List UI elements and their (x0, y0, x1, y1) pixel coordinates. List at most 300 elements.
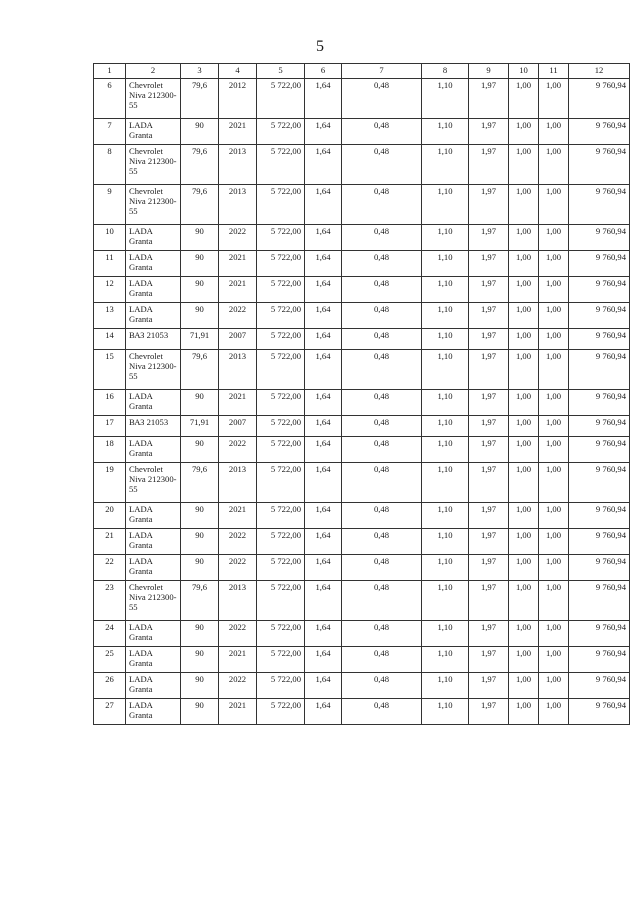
table-cell: 0,48 (342, 350, 422, 390)
table-cell: 1,64 (305, 329, 342, 350)
table-cell: 2021 (219, 251, 257, 277)
table-cell: 0,48 (342, 251, 422, 277)
table-cell: 1,00 (509, 185, 539, 225)
table-cell: 71,91 (181, 416, 219, 437)
table-cell: 9 760,94 (569, 303, 630, 329)
table-cell: 2013 (219, 463, 257, 503)
table-cell: 0,48 (342, 185, 422, 225)
table-cell: 1,97 (469, 581, 509, 621)
table-cell: 5 722,00 (257, 647, 305, 673)
table-cell: 1,64 (305, 79, 342, 119)
table-cell: 9 760,94 (569, 503, 630, 529)
table-cell: 1,97 (469, 225, 509, 251)
table-cell: 1,64 (305, 390, 342, 416)
table-row (94, 463, 630, 503)
table-cell: 0,48 (342, 621, 422, 647)
table-cell: 0,48 (342, 303, 422, 329)
table-cell: 1,00 (539, 699, 569, 725)
table-cell: 90 (181, 277, 219, 303)
table-cell: 26 (94, 673, 126, 699)
table-cell: Chevrolet Niva 212300-55 (126, 581, 181, 621)
table-cell: 1,10 (422, 647, 469, 673)
table-cell: 1,97 (469, 647, 509, 673)
table-cell: LADA Granta (126, 437, 181, 463)
table-cell: 1,00 (539, 529, 569, 555)
table-cell: 1,00 (509, 303, 539, 329)
table-cell: 1,64 (305, 555, 342, 581)
table-cell: 5 722,00 (257, 350, 305, 390)
table-cell: 1,97 (469, 699, 509, 725)
table-cell: 1,97 (469, 350, 509, 390)
table-cell: 9 760,94 (569, 145, 630, 185)
vehicle-cost-table (93, 63, 630, 725)
table-cell: 0,48 (342, 119, 422, 145)
table-cell: 1,10 (422, 277, 469, 303)
table-cell: 79,6 (181, 581, 219, 621)
table-cell: 27 (94, 699, 126, 725)
table-cell: 1,64 (305, 647, 342, 673)
table-cell: 79,6 (181, 145, 219, 185)
table-cell: 90 (181, 647, 219, 673)
table-cell: LADA Granta (126, 647, 181, 673)
table-row (94, 529, 630, 555)
table-cell: 1,00 (509, 437, 539, 463)
table-cell: 2022 (219, 621, 257, 647)
table-cell: 1,97 (469, 79, 509, 119)
table-row (94, 581, 630, 621)
table-cell: 0,48 (342, 225, 422, 251)
table-cell: 2022 (219, 303, 257, 329)
table-cell: 2021 (219, 647, 257, 673)
table-cell: 1,10 (422, 225, 469, 251)
table-cell: 1,97 (469, 503, 509, 529)
table-cell: 5 722,00 (257, 503, 305, 529)
table-cell: 1,00 (509, 416, 539, 437)
table-cell: LADA Granta (126, 699, 181, 725)
table-cell: 1,64 (305, 277, 342, 303)
table-cell: 90 (181, 251, 219, 277)
table-cell: 1,97 (469, 673, 509, 699)
table-cell: 1,97 (469, 555, 509, 581)
table-cell: 1,00 (539, 673, 569, 699)
table-cell: 5 722,00 (257, 303, 305, 329)
table-cell: 2021 (219, 390, 257, 416)
table-cell: 0,48 (342, 647, 422, 673)
table-row (94, 699, 630, 725)
table-cell: 0,48 (342, 329, 422, 350)
column-header: 7 (342, 64, 422, 79)
table-cell: 2013 (219, 145, 257, 185)
table-cell: 0,48 (342, 437, 422, 463)
table-cell: 0,48 (342, 555, 422, 581)
table-cell: 1,10 (422, 621, 469, 647)
table-cell: 2022 (219, 225, 257, 251)
table-cell: 90 (181, 119, 219, 145)
table-cell: 5 722,00 (257, 463, 305, 503)
table-cell: 1,00 (509, 503, 539, 529)
table-cell: 20 (94, 503, 126, 529)
table-cell: 1,00 (509, 145, 539, 185)
table-cell: Chevrolet Niva 212300-55 (126, 185, 181, 225)
table-cell: 1,97 (469, 416, 509, 437)
table-cell: 1,97 (469, 251, 509, 277)
table-cell: 15 (94, 350, 126, 390)
table-cell: 9 760,94 (569, 119, 630, 145)
table-cell: Chevrolet Niva 212300-55 (126, 145, 181, 185)
table-row (94, 185, 630, 225)
table-cell: 5 722,00 (257, 416, 305, 437)
table-cell: 9 760,94 (569, 463, 630, 503)
table-cell: 1,00 (539, 225, 569, 251)
header-row (94, 64, 630, 79)
table-row (94, 277, 630, 303)
table-cell: 1,64 (305, 251, 342, 277)
table-cell: 1,64 (305, 503, 342, 529)
table-cell: 1,97 (469, 529, 509, 555)
table-cell: 1,00 (509, 350, 539, 390)
table-cell: 2007 (219, 329, 257, 350)
table-cell: 9 760,94 (569, 621, 630, 647)
column-header: 4 (219, 64, 257, 79)
table-cell: 1,00 (539, 119, 569, 145)
table-cell: 1,00 (509, 529, 539, 555)
table-cell: 79,6 (181, 185, 219, 225)
table-cell: 5 722,00 (257, 529, 305, 555)
table-cell: 1,97 (469, 621, 509, 647)
table-cell: 5 722,00 (257, 390, 305, 416)
table-cell: 1,97 (469, 463, 509, 503)
table-cell: 1,10 (422, 145, 469, 185)
table-cell: 2021 (219, 699, 257, 725)
table-cell: 9 760,94 (569, 581, 630, 621)
table-cell: 1,00 (509, 699, 539, 725)
table-cell: 0,48 (342, 529, 422, 555)
table-cell: 9 760,94 (569, 225, 630, 251)
table-row (94, 437, 630, 463)
table-cell: 10 (94, 225, 126, 251)
table-cell: 9 760,94 (569, 555, 630, 581)
table-row (94, 79, 630, 119)
table-cell: 17 (94, 416, 126, 437)
table-row (94, 251, 630, 277)
table-cell: 5 722,00 (257, 225, 305, 251)
table-cell: 13 (94, 303, 126, 329)
table-cell: 1,00 (539, 647, 569, 673)
table-cell: 79,6 (181, 463, 219, 503)
table-cell: 1,00 (539, 277, 569, 303)
table-cell: 9 760,94 (569, 277, 630, 303)
table-cell: 1,00 (509, 251, 539, 277)
table-cell: 2022 (219, 529, 257, 555)
table-cell: 22 (94, 555, 126, 581)
table-cell: 9 760,94 (569, 699, 630, 725)
column-header: 1 (94, 64, 126, 79)
table-cell: 1,00 (509, 390, 539, 416)
table-cell: 79,6 (181, 79, 219, 119)
table-cell: 1,00 (539, 79, 569, 119)
table-cell: 9 760,94 (569, 673, 630, 699)
table-cell: 16 (94, 390, 126, 416)
table-cell: 1,00 (539, 350, 569, 390)
table-cell: 90 (181, 437, 219, 463)
table-cell: 1,00 (539, 437, 569, 463)
table-cell: 18 (94, 437, 126, 463)
table-cell: 5 722,00 (257, 581, 305, 621)
table-row (94, 119, 630, 145)
table-row (94, 329, 630, 350)
table-cell: 1,00 (539, 503, 569, 529)
table-cell: 9 760,94 (569, 647, 630, 673)
table-row (94, 416, 630, 437)
table-cell: 1,10 (422, 699, 469, 725)
table-cell: 9 760,94 (569, 350, 630, 390)
table-cell: 1,64 (305, 350, 342, 390)
table-cell: 1,10 (422, 350, 469, 390)
table-cell: 14 (94, 329, 126, 350)
table-cell: 9 760,94 (569, 390, 630, 416)
table-cell: LADA Granta (126, 119, 181, 145)
table-cell: 0,48 (342, 463, 422, 503)
table-cell: 9 760,94 (569, 79, 630, 119)
table-cell: 9 760,94 (569, 416, 630, 437)
column-header: 10 (509, 64, 539, 79)
table-cell: 1,10 (422, 673, 469, 699)
table-cell: 5 722,00 (257, 251, 305, 277)
table-cell: 5 722,00 (257, 329, 305, 350)
table-cell: 1,64 (305, 145, 342, 185)
table-cell: 0,48 (342, 699, 422, 725)
table-cell: 23 (94, 581, 126, 621)
table-cell: Chevrolet Niva 212300-55 (126, 79, 181, 119)
table-cell: 1,00 (509, 647, 539, 673)
table-cell: 0,48 (342, 277, 422, 303)
table-cell: 1,00 (539, 621, 569, 647)
table-cell: 24 (94, 621, 126, 647)
table-cell: 1,00 (509, 225, 539, 251)
table-cell: 5 722,00 (257, 277, 305, 303)
table-cell: 90 (181, 673, 219, 699)
table-cell: 90 (181, 503, 219, 529)
table-cell: 2013 (219, 350, 257, 390)
table-cell: 1,00 (509, 329, 539, 350)
table-cell: 1,00 (509, 555, 539, 581)
table-cell: 90 (181, 303, 219, 329)
table-cell: 0,48 (342, 79, 422, 119)
table-cell: 1,64 (305, 119, 342, 145)
table-cell: 1,00 (539, 390, 569, 416)
table-cell: 2022 (219, 437, 257, 463)
table-cell: LADA Granta (126, 390, 181, 416)
table-cell: 1,64 (305, 303, 342, 329)
table-cell: 79,6 (181, 350, 219, 390)
table-cell: 71,91 (181, 329, 219, 350)
table-cell: 1,97 (469, 390, 509, 416)
table-cell: 5 722,00 (257, 621, 305, 647)
column-header: 3 (181, 64, 219, 79)
table-cell: 11 (94, 251, 126, 277)
table-cell: 1,10 (422, 119, 469, 145)
table-cell: 2021 (219, 277, 257, 303)
table-cell: 9 760,94 (569, 437, 630, 463)
table-cell: 1,00 (539, 185, 569, 225)
column-header: 12 (569, 64, 630, 79)
column-header: 5 (257, 64, 305, 79)
table-cell: 1,64 (305, 225, 342, 251)
table-cell: LADA Granta (126, 277, 181, 303)
table-row (94, 390, 630, 416)
table-cell: 9 760,94 (569, 329, 630, 350)
table-cell: 2007 (219, 416, 257, 437)
table-cell: Chevrolet Niva 212300-55 (126, 463, 181, 503)
table-cell: 1,10 (422, 390, 469, 416)
column-header: 2 (126, 64, 181, 79)
column-header: 9 (469, 64, 509, 79)
table-cell: 1,10 (422, 463, 469, 503)
column-header: 6 (305, 64, 342, 79)
table-cell: 0,48 (342, 503, 422, 529)
table-cell: 1,64 (305, 673, 342, 699)
table-cell: 90 (181, 225, 219, 251)
table-cell: 19 (94, 463, 126, 503)
page-number: 5 (316, 38, 324, 55)
table-cell: 1,64 (305, 437, 342, 463)
table-row (94, 555, 630, 581)
table-cell: 2013 (219, 185, 257, 225)
table-cell: 1,10 (422, 529, 469, 555)
table-cell: 25 (94, 647, 126, 673)
table-cell: 1,00 (509, 277, 539, 303)
table-cell: 5 722,00 (257, 555, 305, 581)
table-cell: 9 760,94 (569, 251, 630, 277)
table-cell: LADA Granta (126, 621, 181, 647)
table-cell: ВАЗ 21053 (126, 416, 181, 437)
table-cell: 6 (94, 79, 126, 119)
table-cell: 1,64 (305, 529, 342, 555)
table-cell: 0,48 (342, 581, 422, 621)
table-cell: 9 (94, 185, 126, 225)
table-cell: 1,97 (469, 145, 509, 185)
table-cell: 1,97 (469, 303, 509, 329)
table-cell: ВАЗ 21053 (126, 329, 181, 350)
table-cell: 1,10 (422, 79, 469, 119)
table-cell: 9 760,94 (569, 185, 630, 225)
column-header: 8 (422, 64, 469, 79)
table-cell: 1,00 (539, 416, 569, 437)
table-cell: 90 (181, 699, 219, 725)
table-cell: 5 722,00 (257, 437, 305, 463)
table-row (94, 225, 630, 251)
table-cell: 9 760,94 (569, 529, 630, 555)
table-cell: 1,00 (509, 463, 539, 503)
table-cell: 1,00 (539, 251, 569, 277)
table-cell: 0,48 (342, 390, 422, 416)
table-cell: LADA Granta (126, 529, 181, 555)
table-cell: LADA Granta (126, 251, 181, 277)
table-cell: 1,97 (469, 437, 509, 463)
table-cell: LADA Granta (126, 673, 181, 699)
table-cell: 2012 (219, 79, 257, 119)
table-cell: 1,64 (305, 621, 342, 647)
table-cell: LADA Granta (126, 303, 181, 329)
table-cell: 8 (94, 145, 126, 185)
table-row (94, 145, 630, 185)
table-cell: 1,10 (422, 437, 469, 463)
table-cell: Chevrolet Niva 212300-55 (126, 350, 181, 390)
table-cell: 1,10 (422, 416, 469, 437)
table-cell: 1,00 (539, 303, 569, 329)
table-cell: 2021 (219, 503, 257, 529)
table-cell: 2013 (219, 581, 257, 621)
table-cell: 1,00 (539, 463, 569, 503)
table-cell: 90 (181, 555, 219, 581)
table-cell: 12 (94, 277, 126, 303)
table-cell: 90 (181, 390, 219, 416)
table-cell: 5 722,00 (257, 699, 305, 725)
table-cell: 1,00 (509, 673, 539, 699)
table-cell: 1,97 (469, 277, 509, 303)
column-header: 11 (539, 64, 569, 79)
table-row (94, 503, 630, 529)
table-cell: 1,10 (422, 329, 469, 350)
table-cell: 1,10 (422, 581, 469, 621)
table-cell: 1,64 (305, 463, 342, 503)
table-cell: 90 (181, 621, 219, 647)
table-cell: 1,00 (539, 555, 569, 581)
table-cell: 1,64 (305, 581, 342, 621)
table-cell: LADA Granta (126, 225, 181, 251)
table-cell: 21 (94, 529, 126, 555)
table-cell: 2022 (219, 555, 257, 581)
table-cell: 5 722,00 (257, 145, 305, 185)
table-row (94, 303, 630, 329)
table-cell: 1,10 (422, 555, 469, 581)
table-cell: 1,00 (509, 119, 539, 145)
table-cell: 1,00 (509, 621, 539, 647)
table-cell: 1,00 (509, 581, 539, 621)
table-cell: 1,10 (422, 303, 469, 329)
table-cell: 1,64 (305, 185, 342, 225)
table-cell: 5 722,00 (257, 79, 305, 119)
table-cell: 1,64 (305, 699, 342, 725)
table-cell: 2021 (219, 119, 257, 145)
table-cell: 2022 (219, 673, 257, 699)
table-cell: 1,97 (469, 185, 509, 225)
table-row (94, 647, 630, 673)
table-cell: 1,10 (422, 503, 469, 529)
table-row (94, 621, 630, 647)
table-cell: 1,00 (539, 581, 569, 621)
table-cell: 5 722,00 (257, 185, 305, 225)
table-cell: 1,97 (469, 329, 509, 350)
table-cell: 1,97 (469, 119, 509, 145)
table-cell: 1,10 (422, 185, 469, 225)
table-cell: 1,10 (422, 251, 469, 277)
table-cell: 5 722,00 (257, 119, 305, 145)
table-cell: 1,00 (539, 145, 569, 185)
table-cell: 5 722,00 (257, 673, 305, 699)
table-row (94, 673, 630, 699)
table-row (94, 350, 630, 390)
table-cell: 0,48 (342, 673, 422, 699)
table-cell: 90 (181, 529, 219, 555)
table-cell: 7 (94, 119, 126, 145)
table-cell: 1,00 (539, 329, 569, 350)
table-cell: 0,48 (342, 145, 422, 185)
table-cell: 1,00 (509, 79, 539, 119)
table-cell: LADA Granta (126, 555, 181, 581)
table-cell: 0,48 (342, 416, 422, 437)
table-cell: 1,64 (305, 416, 342, 437)
